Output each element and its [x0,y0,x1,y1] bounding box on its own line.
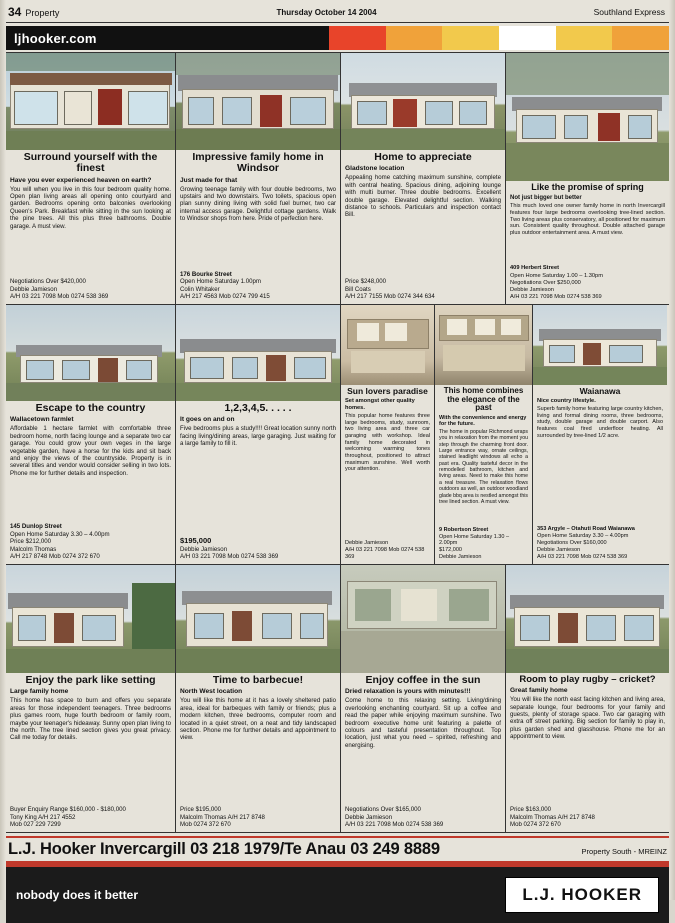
ads-row-2 [6,305,669,565]
ad-agent: Tony King A/H 217 4552 [10,813,76,821]
lj-hooker-logo: L.J. HOOKER [505,877,659,913]
ad-price: Negotiations Over $420,000 [10,278,86,286]
ad-title: Time to barbecue! [212,674,304,686]
ad-subhead: Dried relaxation is yours with minutes!!! [345,688,471,696]
property-photo [176,53,340,150]
ad-details [506,263,669,302]
ad-details [6,521,175,562]
ad-agent: Debbie Jamieson [345,813,393,821]
ad-title: Enjoy the park like setting [25,674,156,686]
ad-price: $195,000 [180,536,212,546]
footer-headline: L.J. Hooker Invercargill 03 218 1979/Te Anau 03 249 8889 [8,840,440,858]
ad-details [176,534,340,562]
ad-contact: A/H 03 221 7098 Mob 0274 538 369 [10,293,109,301]
property-photo [341,53,505,150]
ad-listing[interactable] [6,565,176,832]
ad-details [341,804,505,830]
ad-agent: Debbie Jamieson [180,545,228,553]
ad-details [533,524,667,562]
ad-address: 409 Herbert Street [510,265,559,272]
ad-agent: Malcolm Thomas A/H 217 8748 [510,813,595,821]
page-edge-right [669,0,675,900]
ad-listing[interactable] [435,305,533,564]
ad-body: Appealing home catching maximum sunshine, complete with central heating. Spacious dining, adjoining lounge with multi burner. Three double bedrooms. Excellent double garage. Elevated delightful section. Walking distance to schools. Particulars and inspection contact Bill. [345,174,501,219]
ad-title: Like the promise of spring [531,182,644,192]
ads-grid [6,52,669,833]
ads-row-1 [6,53,669,305]
ad-subhead: Nice country lifestyle. [537,398,596,405]
ad-contact: A/H 03 221 7098 Mob 0274 538 369 [510,293,602,300]
ad-contact: A/H 03 221 7098 Mob 0274 538 369 [180,553,279,561]
ad-open-home: Open Home Saturday 1.00 – 1.30pm [510,272,603,279]
ad-subhead: With the convenience and energy for the future. [439,414,527,428]
ad-subhead: Gladstone location [345,165,405,173]
ad-details [6,804,175,830]
ad-subhead: Great family home [510,687,568,695]
ad-title: This home combines the elegance of the past [443,386,524,413]
property-photo [435,305,532,385]
ad-subhead: It goes on and on [180,416,235,424]
ad-agent: Debbie Jamieson [537,547,581,554]
ad-details [341,276,505,302]
ad-listing[interactable] [506,53,669,304]
ad-body: Five bedrooms plus a study!!!! Great location sunny north facing living/dining areas, large garaging. Just waiting for a large family to fill it. [180,425,336,448]
ad-subhead: Just made for that [180,176,238,184]
ad-title: Sun lovers paradise [347,386,428,396]
property-photo [506,565,669,673]
ad-title: Impressive family home in Windsor [192,151,324,175]
ad-subhead: Have you ever experienced heaven on earth? [10,176,152,184]
ad-price: Price $163,000 [510,806,551,814]
ad-open-home: Open Home Saturday 3.30 – 4.00pm [10,530,110,538]
ad-listing[interactable] [6,53,176,304]
ad-title: Home to appreciate [374,151,472,163]
publication-name: Southland Express [593,7,665,17]
ad-listing[interactable] [176,53,341,304]
property-photo [176,305,340,401]
ad-agent: Debbie Jamieson [10,285,58,293]
ad-body: Growing teenage family with four double bedrooms, two upstairs and two downstairs. Two toilets, spacious open plan sunny dining living with solid fuel burner, two car internal access garage. Delightful cottage gardens. Walk to Windsor shops from here. Pride of perfection here. [180,185,336,223]
ad-body: This popular home features three large bedrooms, study, sunroom, two living area and three car garaging with workshop. Ideal family home decorated in welcoming warming tones throughout, positioned to attract maximum sunshine. Well worth your attention. [345,412,430,473]
property-photo [176,565,340,673]
ad-listing[interactable] [341,565,506,832]
banner-stripes [329,26,669,50]
ad-contact: A/H 217 8748 Mob 0274 372 670 [10,553,100,561]
footer-brand-bar [6,867,669,923]
ad-body: You will when you live in this four bedroom quality home. Open plan living areas all opening onto courtyard and garden. Bedrooms opening onto balconies overlooking Queen's Park. Breakfast while sitting in the sun looking at the pine trees. All this plus three bathrooms. Double garage. A must view. [10,185,171,230]
ad-price: Price $248,000 [345,278,386,286]
property-photo [6,305,175,401]
ad-subhead: Wallacetown farmlet [10,416,74,424]
ad-agent: Malcolm Thomas [10,545,57,553]
ad-body: You will like this home at it has a lovely sheltered patio area, ideal for barbeques with family or friends; plus a modern kitchen, three bedrooms, computer room and located in a quiet street, on a neat and tidy landscaped section. Phone me for further details and appointment to view. [180,697,336,742]
ad-price: Buyer Enquiry Range $160,000 - $180,000 [10,806,126,814]
ad-title: Enjoy coffee in the sun [365,674,481,686]
footer-note: Property South - MREINZ [581,847,667,856]
ad-contact: A/H 03 221 7098 Mob 0274 538 369 [345,821,444,829]
section-name: Property [25,8,60,18]
ad-listing[interactable] [341,53,506,304]
ad-agent: Debbie Jamieson [439,554,482,561]
property-photo [6,53,175,150]
issue-date: Thursday October 14 2004 [276,7,377,17]
ad-title: Escape to the country [35,402,146,414]
ad-details [176,269,340,302]
ad-price: Negotiations Over $165,000 [345,806,421,814]
ad-title: Room to play rugby – cricket? [519,674,656,685]
property-photo [341,305,434,385]
ad-price: Open Home Saturday 1.00pm [180,278,261,286]
page-number: 34 [8,5,22,19]
ad-body: The home in popular Richmond wraps you in relaxation from the moment you step through the charming front door. Large entrance way, ornate ceilings, stained leadlight windows all echo a past era. Quality tasteful decor in the remodelled bathroom, kitchen and living areas. Need to make this home a real treasure. The relaxation flows outdoors as well, an outdoor woodland glade bbq area is nestled amongst this tree lined section. A must view. [439,429,528,505]
ad-title: 1,2,3,4,5. . . . . [224,402,292,414]
ad-open-home: Open Home Saturday 3.30 – 4.00pm [537,533,629,540]
masthead-rule [6,22,669,23]
ad-listing[interactable] [506,565,669,832]
ad-subhead: Set amongst other quality homes. [345,398,415,412]
ad-body: Come home to this relaxing setting. Living/dining overlooking enchanting courtyard. Sit up a coffee and read the paper while enjoying maximum sunshine. Two bedroom executive home unit featuring a palette of colours and tasteful presentation throughout. Top location, just what you need – spirited, refreshing and energising. [345,697,501,749]
brand-slogan: nobody does it better [16,888,139,902]
ad-address: 9 Robertson Street [439,526,489,533]
ad-contact: A/H 03 221 7098 Mob 0274 538 369 [537,554,628,561]
ad-contact: Mob 027 229 7299 [10,821,61,829]
footer-headline-row [0,838,675,861]
ad-agent: Bill Coats [345,285,371,293]
masthead [0,0,675,21]
ad-body: You will like the north east facing kitchen and living area, separate lounge, four bedrooms for your family and guests, plenty of storage space. Two car garaging with extra off street parking. Big section for family to play in, plus garden shed and glasshouse. Phone me for an appointment to view. [510,696,665,741]
ad-address: 353 Argyle – Otahuti Road Waianawa [537,526,635,533]
ad-body: This home has space to burn and offers you separate areas for those independent teenagers. Three bedrooms plus games room, huge fourth bedroom or family room, maybe your teenager's hideaway. Sunny open plan living to the north. The tree lined section gives you great privacy. Call me today for details. [10,697,171,742]
ad-contact: A/H 217 4563 Mob 0274 799 415 [180,293,270,301]
banner-url: ljhooker.com [14,30,97,46]
ad-agent: Malcolm Thomas A/H 217 8748 [180,813,265,821]
ad-price: $172,000 [439,547,462,554]
ad-contact: Mob 0274 372 670 [180,821,231,829]
ad-details [506,804,669,830]
property-photo [506,53,669,181]
ad-contact: A/H 03 221 7098 Mob 0274 538 369 [345,547,425,561]
website-banner[interactable] [6,26,669,50]
ad-body: This much loved one owner family home in north Invercargill features four large bedrooms overlooking tree-lined section. Two living areas plus conservatory, all positioned for maximum sun. Consistent quality throughout. Double attached garage plus outdoor entertainment area. A must view. [510,202,665,237]
ad-body: Affordable 1 hectare farmlet with comfortable three bedroom home, north facing lounge and a separate two car garage. You could grow your own veges in the large vegetable garden, have a horse for the kids and sit back and enjoy the views of the countryside. Property is in several titles and vendor would consider selling in two lots. Phone me for further details and inspection. [10,425,171,477]
ad-open-home: Open Home Saturday 1.30 – 2.00pm [439,533,510,547]
ad-subhead: Not just bigger but better [510,194,582,201]
ad-address: 176 Bourke Street [180,270,232,278]
ad-details [176,804,340,830]
ad-agent: Debbie Jamieson [510,286,554,293]
property-photo [533,305,667,385]
ad-price: Negotiations Over $160,000 [537,540,607,547]
ad-listing[interactable] [341,305,435,564]
ad-listing[interactable] [176,305,341,564]
ad-subhead: Large family home [10,688,69,696]
ad-price: Price $195,000 [180,806,221,814]
masthead-left [8,5,59,19]
ad-details [6,276,175,302]
ad-listing[interactable] [176,565,341,832]
ad-details [341,538,434,562]
ad-address: 145 Dunlop Street [10,522,62,530]
ad-agent: Debbie Jamieson [345,540,389,547]
ad-subhead: North West location [180,688,243,696]
ad-contact: Mob 0274 372 670 [510,821,561,829]
ad-listing[interactable] [6,305,176,564]
ad-body: Superb family home featuring large country kitchen, living and formal dining rooms, three bedrooms, study, double garage and double carport. Also features coal fired underfloor heating. All surrounded by tree-lined 1/2 acre. [537,406,663,439]
property-photo [341,565,505,673]
ad-title: Surround yourself with the finest [23,151,158,175]
ad-listing[interactable] [533,305,667,564]
ad-title: Waianawa [579,386,621,396]
ad-price: Negotiations Over $250,000 [510,279,581,286]
ads-row-3 [6,565,669,833]
ad-agent: Colin Whitaker [180,285,220,293]
ad-contact: A/H 217 7155 Mob 0274 344 634 [345,293,435,301]
ad-price: Price $212,000 [10,538,51,546]
ad-details [435,525,532,562]
property-photo [6,565,175,673]
